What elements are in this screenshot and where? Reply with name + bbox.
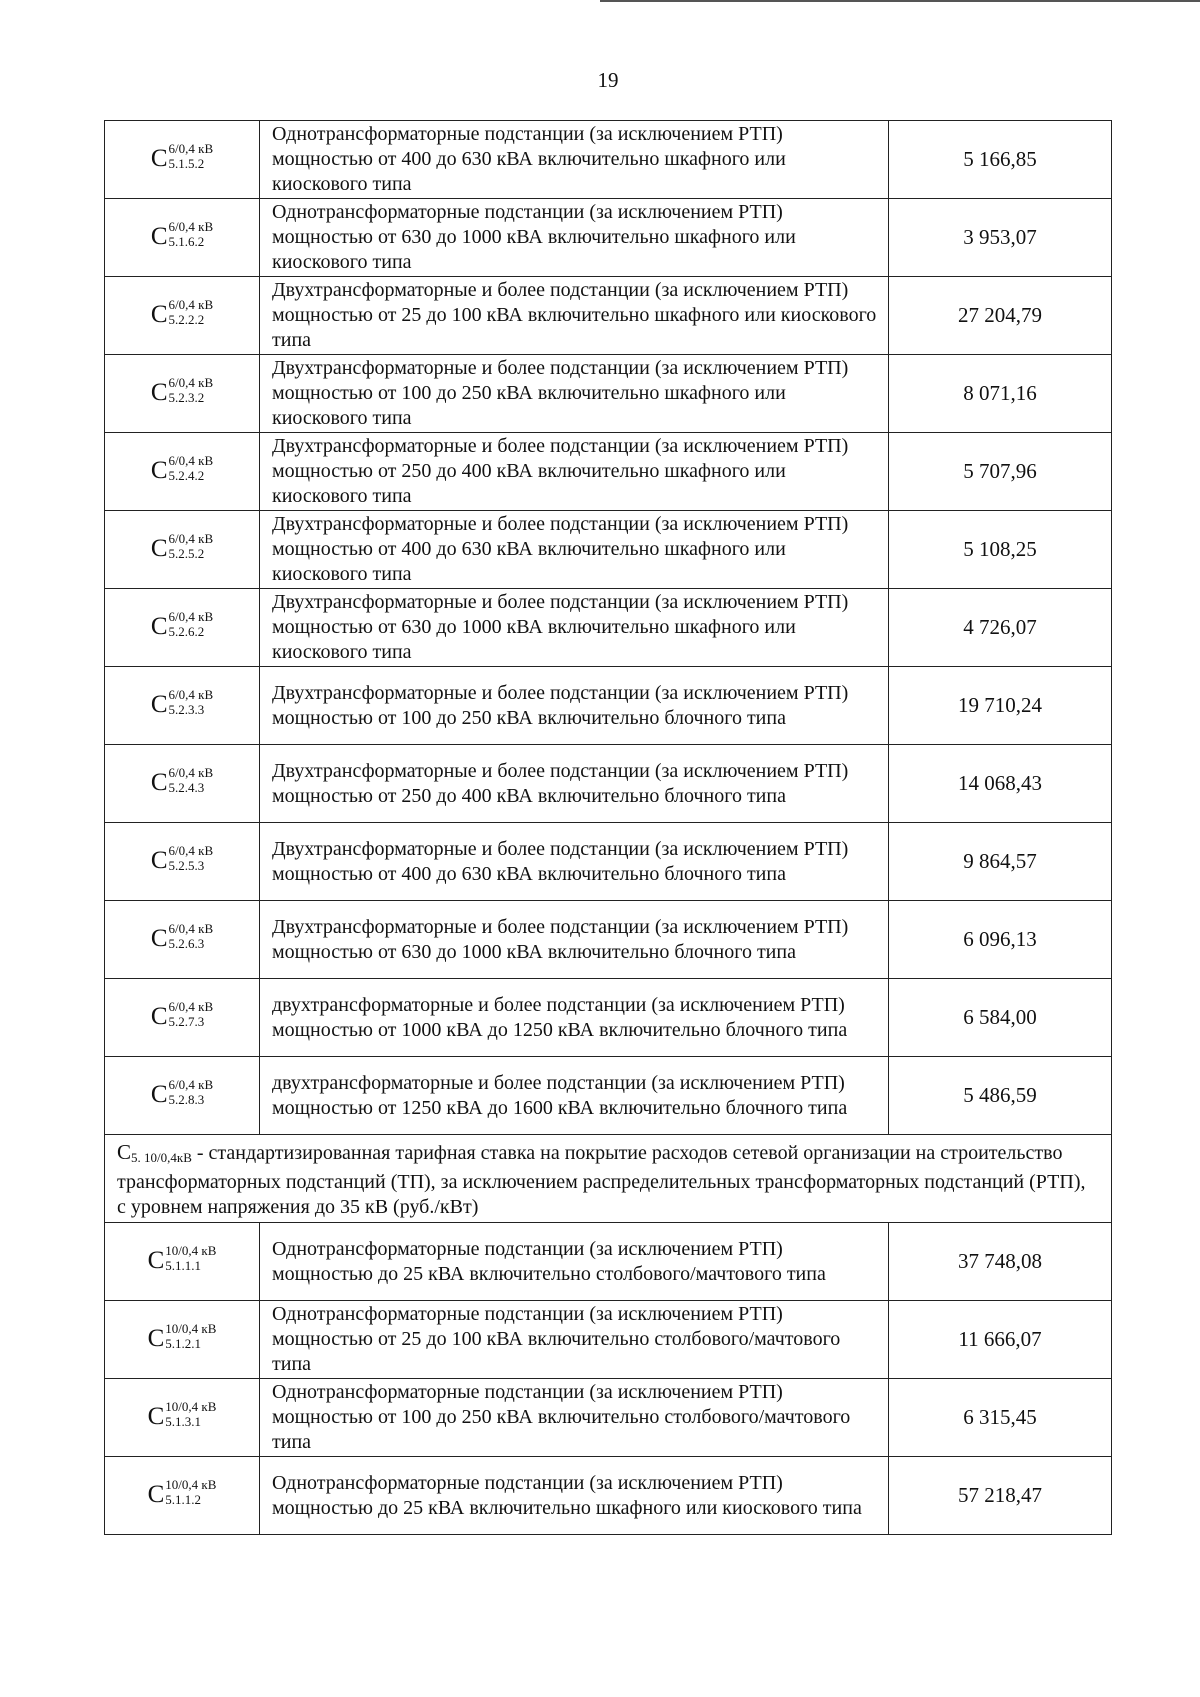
section-symbol: C — [117, 1139, 132, 1164]
rate-code: C 6/0,4 кВ 5.2.4.2 — [105, 433, 260, 511]
rate-value: 14 068,43 — [889, 745, 1112, 823]
section-text: - стандартизированная тарифная ставка на покрытие расходов сетевой организации на строительство трансформаторных подстанций (ТП), за исключением распределительных трансформаторных подстанций (РТП), с уровнем напряжения до 35 кВ (руб./кВт) — [117, 1141, 1086, 1218]
table-row — [105, 199, 1112, 277]
rate-code: C 6/0,4 кВ 5.2.8.3 — [105, 1057, 260, 1135]
rate-description: Двухтрансформаторные и более подстанции (за исключением РТП) мощностью от 630 до 1000 кВА включительно блочного типа — [260, 901, 889, 979]
rate-description: Однотрансформаторные подстанции (за исключением РТП) мощностью от 630 до 1000 кВА включительно шкафного или киоскового типа — [260, 199, 889, 277]
table-row — [105, 355, 1112, 433]
rate-description: Двухтрансформаторные и более подстанции (за исключением РТП) мощностью от 25 до 100 кВА включительно шкафного или киоскового типа — [260, 277, 889, 355]
rate-description: Двухтрансформаторные и более подстанции (за исключением РТП) мощностью от 250 до 400 кВА включительно шкафного или киоскового типа — [260, 433, 889, 511]
rate-value: 6 584,00 — [889, 979, 1112, 1057]
rate-code: C 10/0,4 кВ 5.1.1.1 — [105, 1223, 260, 1301]
rate-value: 3 953,07 — [889, 199, 1112, 277]
table-row — [105, 1223, 1112, 1301]
rate-description: Двухтрансформаторные и более подстанции (за исключением РТП) мощностью от 630 до 1000 кВА включительно шкафного или киоскового типа — [260, 589, 889, 667]
rate-description: Двухтрансформаторные и более подстанции (за исключением РТП) мощностью от 100 до 250 кВА включительно шкафного или киоскового типа — [260, 355, 889, 433]
table-row — [105, 511, 1112, 589]
table-row — [105, 901, 1112, 979]
rate-description: Однотрансформаторные подстанции (за исключением РТП) мощностью от 25 до 100 кВА включительно столбового/мачтового типа — [260, 1301, 889, 1379]
rate-value: 27 204,79 — [889, 277, 1112, 355]
rate-code: C 6/0,4 кВ 5.2.6.3 — [105, 901, 260, 979]
table-row — [105, 433, 1112, 511]
rate-description: Однотрансформаторные подстанции (за исключением РТП) мощностью до 25 кВА включительно столбового/мачтового типа — [260, 1223, 889, 1301]
rate-code: C 6/0,4 кВ 5.2.3.3 — [105, 667, 260, 745]
tariff-rates-body — [105, 121, 1112, 1535]
table-row — [105, 1379, 1112, 1457]
table-row — [105, 667, 1112, 745]
rate-description: Однотрансформаторные подстанции (за исключением РТП) мощностью от 100 до 250 кВА включительно столбового/мачтового типа — [260, 1379, 889, 1457]
rate-code: C 10/0,4 кВ 5.1.1.2 — [105, 1457, 260, 1535]
rate-code: C 6/0,4 кВ 5.2.6.2 — [105, 589, 260, 667]
tariff-rates-table — [104, 120, 1112, 1535]
rate-value: 37 748,08 — [889, 1223, 1112, 1301]
rate-value: 4 726,07 — [889, 589, 1112, 667]
rate-code: C 6/0,4 кВ 5.2.5.2 — [105, 511, 260, 589]
table-row — [105, 823, 1112, 901]
rate-code: C 6/0,4 кВ 5.2.4.3 — [105, 745, 260, 823]
rate-description: Однотрансформаторные подстанции (за исключением РТП) мощностью до 25 кВА включительно шкафного или киоскового типа — [260, 1457, 889, 1535]
rate-code: C 10/0,4 кВ 5.1.2.1 — [105, 1301, 260, 1379]
top-border-line — [600, 0, 1200, 2]
table-row — [105, 277, 1112, 355]
rate-value: 5 166,85 — [889, 121, 1112, 199]
rate-code: C 6/0,4 кВ 5.2.2.2 — [105, 277, 260, 355]
rate-description: Двухтрансформаторные и более подстанции (за исключением РТП) мощностью от 250 до 400 кВА включительно блочного типа — [260, 745, 889, 823]
table-row — [105, 1301, 1112, 1379]
rate-value: 8 071,16 — [889, 355, 1112, 433]
rate-value: 6 315,45 — [889, 1379, 1112, 1457]
rate-value: 5 707,96 — [889, 433, 1112, 511]
table-row — [105, 121, 1112, 199]
rate-value: 5 108,25 — [889, 511, 1112, 589]
rate-code: C 6/0,4 кВ 5.1.5.2 — [105, 121, 260, 199]
rate-code: C 6/0,4 кВ 5.2.5.3 — [105, 823, 260, 901]
rate-code: C 6/0,4 кВ 5.1.6.2 — [105, 199, 260, 277]
rate-value: 6 096,13 — [889, 901, 1112, 979]
rate-description: Двухтрансформаторные и более подстанции (за исключением РТП) мощностью от 100 до 250 кВА включительно блочного типа — [260, 667, 889, 745]
rate-description: Однотрансформаторные подстанции (за исключением РТП) мощностью от 400 до 630 кВА включительно шкафного или киоскового типа — [260, 121, 889, 199]
table-row — [105, 1457, 1112, 1535]
rate-description: Двухтрансформаторные и более подстанции (за исключением РТП) мощностью от 400 до 630 кВА включительно шкафного или киоскового типа — [260, 511, 889, 589]
rate-value: 9 864,57 — [889, 823, 1112, 901]
rate-code: C 10/0,4 кВ 5.1.3.1 — [105, 1379, 260, 1457]
rate-code: C 6/0,4 кВ 5.2.7.3 — [105, 979, 260, 1057]
page-number: 19 — [597, 68, 619, 92]
rate-value: 57 218,47 — [889, 1457, 1112, 1535]
section-symbol-subscript: 5. 10/0,4кВ — [131, 1149, 192, 1165]
section-description — [105, 1135, 1112, 1223]
table-row — [105, 589, 1112, 667]
rate-description: Двухтрансформаторные и более подстанции (за исключением РТП) мощностью от 400 до 630 кВА включительно блочного типа — [260, 823, 889, 901]
section-header-row — [105, 1135, 1112, 1223]
table-row — [105, 745, 1112, 823]
table-row — [105, 979, 1112, 1057]
rate-description: двухтрансформаторные и более подстанции (за исключением РТП) мощностью от 1250 кВА до 1600 кВА включительно блочного типа — [260, 1057, 889, 1135]
rate-description: двухтрансформаторные и более подстанции (за исключением РТП) мощностью от 1000 кВА до 1250 кВА включительно блочного типа — [260, 979, 889, 1057]
rate-value: 19 710,24 — [889, 667, 1112, 745]
table-row — [105, 1057, 1112, 1135]
rate-value: 5 486,59 — [889, 1057, 1112, 1135]
rate-code: C 6/0,4 кВ 5.2.3.2 — [105, 355, 260, 433]
rate-value: 11 666,07 — [889, 1301, 1112, 1379]
